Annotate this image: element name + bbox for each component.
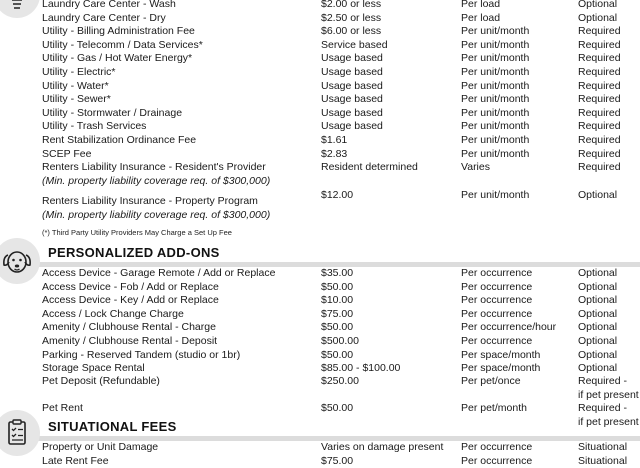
fee-frequency: Per unit/month: [461, 25, 530, 38]
insurance-resident-provider-note-row: [0, 174, 640, 188]
fee-frequency: Per unit/month: [461, 52, 530, 65]
fee-name: Utility - Billing Administration Fee: [42, 25, 195, 38]
fee-amount: Usage based: [321, 66, 383, 78]
fee-name: Access Device - Garage Remote / Add or Replace: [42, 267, 276, 279]
pet-deposit-status-cont-row: [0, 388, 640, 402]
fee-frequency: Varies: [461, 161, 490, 173]
fee-status: Optional: [578, 348, 618, 361]
fee-row: [0, 24, 640, 38]
insurance-resident-provider-row: [0, 160, 640, 174]
fee-status: Required: [578, 134, 621, 146]
fee-frequency: Per load: [461, 0, 501, 10]
fee-frequency: Per unit/month: [461, 106, 530, 119]
fee-frequency: Per unit/month: [461, 93, 530, 106]
fee-frequency: Per occurrence: [461, 441, 533, 453]
fee-status: Optional: [578, 11, 618, 24]
fee-name: Late Rent Fee: [42, 454, 109, 467]
fee-status: Optional: [578, 267, 618, 279]
fee-name: Utility - Gas / Hot Water Energy*: [42, 52, 193, 65]
fee-status: Optional: [578, 321, 618, 334]
fee-frequency: Per occurrence: [461, 294, 533, 307]
fee-frequency: Per unit/month: [461, 147, 530, 160]
fee-status: Required: [578, 25, 621, 38]
pet-rent-row: [0, 401, 640, 415]
fee-amount: $50.00: [321, 402, 354, 414]
fee-name: Rent Stabilization Ordinance Fee: [42, 134, 197, 146]
fee-amount: Usage based: [321, 79, 383, 92]
fee-frequency: Per unit/month: [461, 189, 530, 201]
fee-amount: $2.83: [321, 147, 348, 160]
fee-frequency: Per space/month: [461, 348, 541, 361]
section-title-situational-fees: SITUATIONAL FEES: [48, 419, 177, 434]
fee-status: Required -: [578, 402, 628, 414]
fee-frequency: Per unit/month: [461, 66, 530, 78]
fee-name: Access / Lock Change Charge: [42, 307, 184, 320]
fee-status: Optional: [578, 307, 618, 320]
fee-note: (Min. property liability coverage req. of $300,000): [42, 209, 271, 221]
fee-name: Utility - Water*: [42, 79, 109, 92]
fee-row: [0, 0, 640, 11]
fee-row: [0, 38, 640, 52]
fee-row: [0, 65, 640, 79]
fee-amount: $2.50 or less: [321, 11, 382, 24]
fee-amount: Usage based: [321, 120, 383, 133]
fee-frequency: Per unit/month: [461, 120, 530, 133]
fee-status: Optional: [578, 189, 618, 201]
fee-amount: $500.00: [321, 335, 359, 347]
fee-name: Laundry Care Center - Wash: [42, 0, 176, 10]
fee-status: Required: [578, 79, 621, 92]
fee-name: Utility - Electric*: [42, 66, 116, 78]
fee-status: Optional: [578, 294, 618, 307]
fee-status: Required -: [578, 375, 628, 387]
fee-row: [0, 293, 640, 307]
fee-status: Required: [578, 106, 621, 119]
fee-status: Required: [578, 66, 621, 78]
fee-status: Optional: [578, 362, 618, 375]
fee-amount: $10.00: [321, 294, 354, 307]
fee-row: [0, 320, 640, 334]
pet-deposit-row: [0, 374, 640, 388]
fee-row: [0, 334, 640, 348]
fee-status-continued: if pet present: [578, 416, 639, 428]
fee-name: Utility - Telecomm / Data Services*: [42, 38, 203, 51]
fee-status: Required: [578, 147, 621, 160]
section-title-personalized-add-ons: PERSONALIZED ADD-ONS: [48, 245, 220, 260]
fee-status-continued: if pet present: [578, 389, 639, 401]
fee-status: Required: [578, 93, 621, 106]
fee-amount: $1.61: [321, 134, 348, 146]
fee-name: Renters Liability Insurance - Property Program: [42, 195, 258, 207]
fee-status: Required: [578, 161, 621, 173]
fee-name: Access Device - Key / Add or Replace: [42, 294, 219, 307]
fee-name: Parking - Reserved Tandem (studio or 1br): [42, 348, 241, 361]
fee-amount: $35.00: [321, 267, 354, 279]
fee-row: [0, 440, 640, 454]
fee-row: [0, 454, 640, 468]
fee-name: Pet Rent: [42, 402, 83, 414]
fee-amount: $12.00: [321, 189, 354, 201]
fee-frequency: Per space/month: [461, 362, 541, 375]
fee-frequency: Per occurrence: [461, 267, 533, 279]
fee-row: [0, 79, 640, 93]
insurance-property-program-row: [0, 188, 640, 207]
fee-frequency: Per load: [461, 11, 501, 24]
fee-frequency: Per occurrence: [461, 307, 533, 320]
fee-name: Laundry Care Center - Dry: [42, 11, 166, 24]
fee-row: [0, 106, 640, 120]
fee-name: Utility - Sewer*: [42, 93, 111, 106]
fee-amount: Varies on damage present: [321, 441, 444, 453]
fee-row: [0, 147, 640, 161]
fee-status: Optional: [578, 280, 618, 293]
fee-row: [0, 307, 640, 321]
fee-row: [0, 133, 640, 147]
fee-frequency: Per occurrence/hour: [461, 321, 557, 334]
fee-frequency: Per unit/month: [461, 134, 530, 146]
fee-row: [0, 280, 640, 294]
fee-status: Required: [578, 120, 621, 133]
fee-amount: $50.00: [321, 348, 354, 361]
fee-status: Required: [578, 52, 621, 65]
fee-row: [0, 11, 640, 25]
fee-amount: Resident determined: [321, 161, 418, 173]
fee-amount: $2.00 or less: [321, 0, 382, 10]
fee-amount: Usage based: [321, 52, 383, 65]
fee-row: [0, 51, 640, 65]
fee-amount: $6.00 or less: [321, 25, 382, 38]
insurance-property-program-note-row: [0, 208, 640, 222]
fee-frequency: Per occurrence: [461, 335, 533, 347]
fee-status: Optional: [578, 335, 618, 347]
fee-frequency: Per unit/month: [461, 38, 530, 51]
footnote: (*) Third Party Utility Providers May Charge a Set Up Fee: [42, 228, 232, 237]
fee-amount: $75.00: [321, 454, 354, 467]
fee-name: Utility - Stormwater / Drainage: [42, 106, 183, 119]
fee-name: Property or Unit Damage: [42, 441, 159, 453]
fee-name: Amenity / Clubhouse Rental - Deposit: [42, 335, 218, 347]
fee-amount: Usage based: [321, 93, 383, 106]
fee-name: Renters Liability Insurance - Resident's Provider: [42, 161, 266, 173]
fee-amount: $85.00 - $100.00: [321, 362, 401, 375]
fee-note: (Min. property liability coverage req. of $300,000): [42, 175, 271, 187]
fee-name: Amenity / Clubhouse Rental - Charge: [42, 321, 216, 334]
fee-amount: Service based: [321, 38, 388, 51]
fee-row: [0, 119, 640, 133]
fee-row: [0, 266, 640, 280]
fee-frequency: Per unit/month: [461, 79, 530, 92]
fee-frequency: Per occurrence: [461, 280, 533, 293]
fee-amount: $50.00: [321, 321, 354, 334]
fee-amount: $75.00: [321, 307, 354, 320]
fee-name: Pet Deposit (Refundable): [42, 375, 160, 387]
fee-status: Situational: [578, 454, 628, 467]
fee-status: Optional: [578, 0, 618, 10]
fee-amount: $50.00: [321, 280, 354, 293]
fee-name: Storage Space Rental: [42, 362, 145, 375]
fee-frequency: Per pet/once: [461, 375, 521, 387]
fee-frequency: Per pet/month: [461, 402, 527, 414]
fee-frequency: Per occurrence: [461, 454, 533, 467]
fee-status: Required: [578, 38, 621, 51]
fee-row: [0, 92, 640, 106]
fee-name: SCEP Fee: [42, 147, 92, 160]
fee-amount: $250.00: [321, 375, 359, 387]
fee-row: [0, 348, 640, 362]
fee-status: Situational: [578, 441, 628, 453]
fee-name: Utility - Trash Services: [42, 120, 147, 133]
fee-amount: Usage based: [321, 106, 383, 119]
fee-name: Access Device - Fob / Add or Replace: [42, 280, 219, 293]
